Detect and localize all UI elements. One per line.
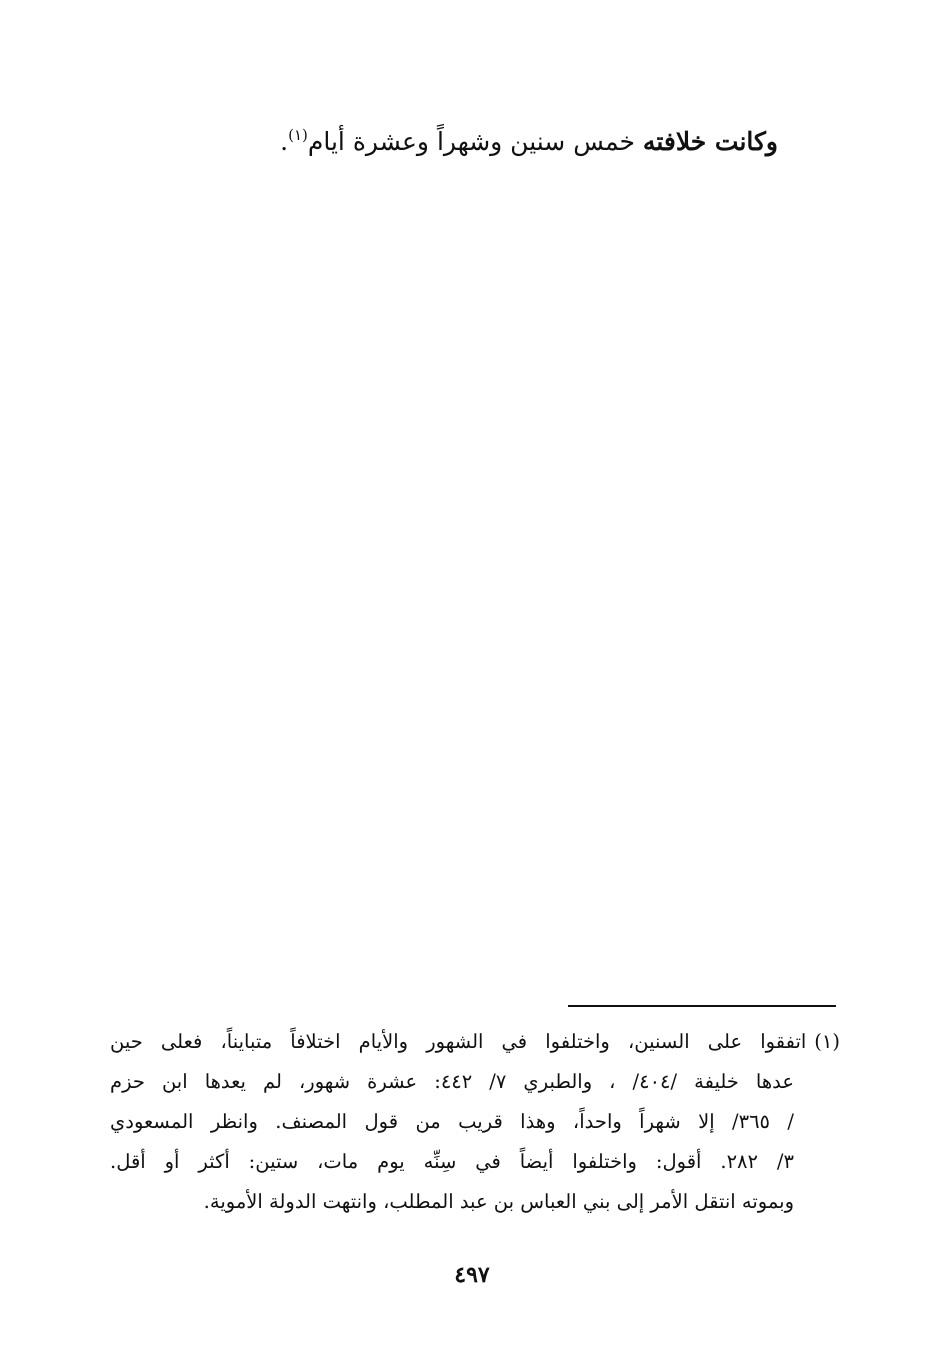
footnote-line: ٣/ ٢٨٢. أقول: واختلفوا أيضاً في سِنِّه يوم مات، ستين: أكثر أو أقل.	[110, 1150, 794, 1173]
footnote-line: / ٣٦٥/ إلا شهراً واحداً، وهذا قريب من قول المصنف. وانظر المسعودي	[110, 1110, 794, 1133]
main-text-rest: خمس سنين وشهراً وعشرة أيام	[307, 127, 643, 156]
footnote-line	[110, 1022, 840, 1062]
footnote-line: عدها خليفة /٤٠٤/ ، والطبري ٧/ ٤٤٢: عشرة شهور، لم يعدها ابن حزم	[110, 1070, 794, 1093]
footnote-separator	[568, 1005, 836, 1007]
page-number: ٤٩٧	[454, 1262, 490, 1288]
footnote-line: وبموته انتقل الأمر إلى بني العباس بن عبد المطلب، وانتهت الدولة الأموية.	[203, 1190, 794, 1213]
footnote-reference: (١)	[288, 126, 308, 144]
footnotes	[110, 1022, 840, 1222]
bold-phrase: وكانت خلافته	[642, 127, 778, 156]
footnote-marker: (١)	[814, 1030, 840, 1053]
main-text-line	[218, 122, 778, 162]
main-text-end-punct: .	[280, 127, 289, 156]
footnote-line-text: اتفقوا على السنين، واختلفوا في الشهور والأيام اختلافاً متبايناً، فعلى حين	[110, 1030, 807, 1053]
